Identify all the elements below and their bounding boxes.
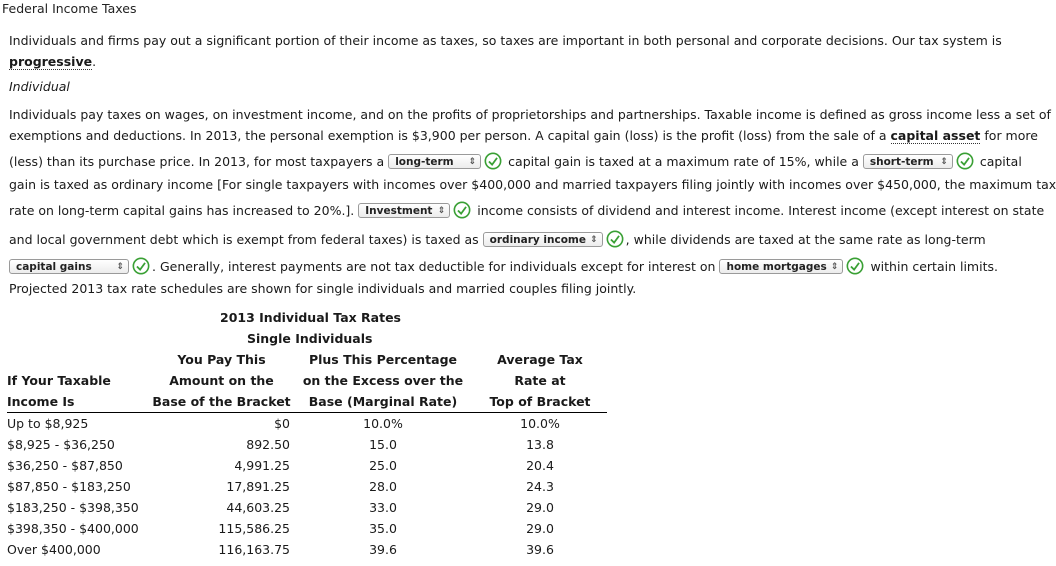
table-row <box>7 476 607 497</box>
select-long-term[interactable]: long-term ⇕ <box>388 154 481 169</box>
base-amount-cell: 892.50 <box>246 437 290 452</box>
average-rate-cell: 24.3 <box>526 479 554 494</box>
body-line-5: rate on long-term capital gains has increased to 20%.]. Investment ⇕ income consists of dividend and interest income. Interest income (except interest on state <box>9 203 1045 218</box>
intro-line-1: Individuals and firms pay out a significant portion of their income as taxes, so taxes are important in both personal and corporate decisions. Our tax system is <box>9 33 1002 48</box>
checkmark-icon <box>453 201 471 219</box>
body-line-1: Individuals pay taxes on wages, on investment income, and on the profits of proprietorships and partnerships. Taxable income is defined as gross income less a set of <box>9 107 1051 122</box>
taxable-income-cell: $183,250 - $398,350 <box>7 500 139 515</box>
intro-line-2: progressive. <box>9 54 97 69</box>
average-rate-cell: 10.0% <box>520 416 560 431</box>
average-rate-cell: 29.0 <box>526 500 554 515</box>
taxable-income-cell: $87,850 - $183,250 <box>7 479 131 494</box>
progressive-term[interactable]: progressive <box>9 54 93 69</box>
average-rate-cell: 39.6 <box>526 542 554 557</box>
base-amount-cell: $0 <box>274 416 290 431</box>
taxable-income-cell: $398,350 - $400,000 <box>7 521 139 536</box>
checkmark-icon <box>846 257 864 275</box>
base-amount-cell: 116,163.75 <box>218 542 290 557</box>
marginal-rate-cell: 10.0% <box>363 416 403 431</box>
checkmark-icon <box>484 152 502 170</box>
taxable-income-cell: Up to $8,925 <box>7 416 89 431</box>
base-amount-cell: 4,991.25 <box>234 458 290 473</box>
taxable-income-cell: $36,250 - $87,850 <box>7 458 123 473</box>
select-short-term[interactable]: short-term ⇕ <box>863 154 953 169</box>
marginal-rate-cell: 15.0 <box>369 437 397 452</box>
table-header-row: Income Is Base of the Bracket Base (Marginal Rate) Top of Bracket <box>7 391 607 413</box>
select-home-mortgages[interactable]: home mortgages ⇕ <box>719 259 843 274</box>
table-header-row: You Pay This Plus This Percentage Average Tax <box>177 352 583 367</box>
average-rate-cell: 13.8 <box>526 437 554 452</box>
taxable-income-cell: $8,925 - $36,250 <box>7 437 115 452</box>
table-header-row: If Your Taxable Amount on the on the Excess over the Rate at <box>7 373 566 388</box>
table-row <box>7 518 607 539</box>
select-arrow-icon: ⇕ <box>468 157 477 167</box>
table-row <box>7 455 607 476</box>
page-title: Federal Income Taxes <box>2 1 137 16</box>
select-capital-gains[interactable]: capital gains ⇕ <box>9 259 129 274</box>
average-rate-cell: 20.4 <box>526 458 554 473</box>
marginal-rate-cell: 35.0 <box>369 521 397 536</box>
body-line-4: gain is taxed as ordinary income [For single taxpayers with incomes over $400,000 and married taxpayers filing jointly with incomes over $450,000, the maximum tax <box>9 177 1056 192</box>
marginal-rate-cell: 39.6 <box>369 542 397 557</box>
marginal-rate-cell: 28.0 <box>369 479 397 494</box>
base-amount-cell: 17,891.25 <box>226 479 290 494</box>
select-arrow-icon: ⇕ <box>437 206 446 216</box>
checkmark-icon <box>132 257 150 275</box>
table-subtitle: Single Individuals <box>247 331 373 346</box>
checkmark-icon <box>606 230 624 248</box>
body-line-3: (less) than its purchase price. In 2013, for most taxpayers a long-term ⇕ capital gain is taxed at a maximum rate of 15%, while a short-term ⇕ capital <box>9 154 1022 169</box>
base-amount-cell: 44,603.25 <box>226 500 290 515</box>
body-line-8: Projected 2013 tax rate schedules are shown for single individuals and married couples filing jointly. <box>9 281 637 296</box>
select-arrow-icon: ⇕ <box>116 262 124 272</box>
select-arrow-icon: ⇕ <box>940 157 948 167</box>
body-line-7: capital gains ⇕ . Generally, interest payments are not tax deductible for individuals except for interest on home mortgages ⇕ within certain limits. <box>9 255 998 279</box>
body-line-2: exemptions and deductions. In 2013, the personal exemption is $3,900 per person. A capital gain (loss) is the profit (loss) from the sale of a capital asset for more <box>9 128 1038 143</box>
select-arrow-icon: ⇕ <box>590 235 598 245</box>
select-investment[interactable]: Investment ⇕ <box>358 203 450 218</box>
checkmark-icon <box>956 152 974 170</box>
average-rate-cell: 29.0 <box>526 521 554 536</box>
base-amount-cell: 115,586.25 <box>218 521 290 536</box>
table-row <box>7 497 607 518</box>
body-line-6: and local government debt which is exempt from federal taxes) is taxed as ordinary income ⇕ , while dividends are taxed at the same rate as long-term <box>9 232 986 247</box>
table-title: 2013 Individual Tax Rates <box>220 310 401 325</box>
table-row <box>7 413 607 435</box>
section-label: Individual <box>9 79 70 94</box>
marginal-rate-cell: 33.0 <box>369 500 397 515</box>
taxable-income-cell: Over $400,000 <box>7 542 101 557</box>
table-row <box>7 539 607 560</box>
select-arrow-icon: ⇕ <box>830 262 839 272</box>
select-ordinary-income[interactable]: ordinary income ⇕ <box>483 232 603 247</box>
tax-rate-table <box>7 307 607 560</box>
capital-asset-term[interactable]: capital asset <box>890 128 981 143</box>
marginal-rate-cell: 25.0 <box>369 458 397 473</box>
table-row <box>7 434 607 455</box>
